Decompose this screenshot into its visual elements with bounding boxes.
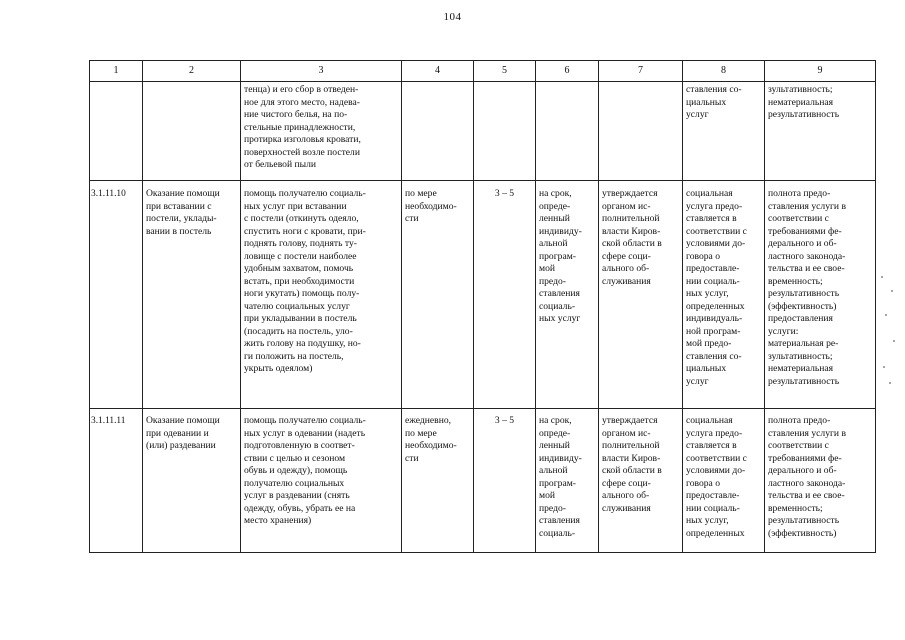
column-header: 6: [536, 61, 599, 82]
service-code-cell: 3.1.11.11: [90, 409, 143, 553]
services-table: [89, 60, 876, 553]
service-description-cell: тенца) и его сбор в отведен- ное для этого место, надева- ние чистого белья, на по- стельные принадлежности, протирка изголовья кровати, поверхностей возле постели от бельевой пыли: [241, 82, 402, 181]
table-row: [90, 181, 876, 409]
tariff-cell: утверждается органом ис- полнительной власти Киров- ской области в сфере соци- ального об- служивания: [599, 181, 683, 409]
duration-cell: 3 – 5: [474, 181, 536, 409]
column-number-row: [90, 61, 876, 82]
column-header: 4: [402, 61, 474, 82]
quality-indicators-cell: полнота предо- ставления услуги в соответствии с требованиями фе- дерального и об- ластного законода- тельства и ее свое- временность; результативность (эффективность) предоставления услуги: материальная ре- зультативность; нематериальная результативность: [765, 181, 876, 409]
column-header: 8: [683, 61, 765, 82]
term-cell: на срок, опреде- ленный индивиду- альной програм- мой предо- ставления социаль- ных услуг: [536, 181, 599, 409]
service-name-cell: [143, 82, 241, 181]
term-cell: [536, 82, 599, 181]
conditions-cell: социальная услуга предо- ставляется в соответствии с условиями до- говора о предоставле- нии социаль- ных услуг, определенных: [683, 409, 765, 553]
duration-cell: [474, 82, 536, 181]
column-header: 7: [599, 61, 683, 82]
frequency-cell: по мере необходимо- сти: [402, 181, 474, 409]
column-header: 5: [474, 61, 536, 82]
table-row: [90, 409, 876, 553]
service-code-cell: 3.1.11.10: [90, 181, 143, 409]
scan-specks: [879, 270, 899, 390]
duration-cell: 3 – 5: [474, 409, 536, 553]
column-header: 3: [241, 61, 402, 82]
column-header: 1: [90, 61, 143, 82]
conditions-cell: ставления со- циальных услуг: [683, 82, 765, 181]
quality-indicators-cell: зультативность; нематериальная результативность: [765, 82, 876, 181]
service-description-cell: помощь получателю социаль- ных услуг при вставании с постели (откинуть одеяло, спустить ноги с кровати, при- поднять голову, поднять ту- ловище с постели наиболее удобным захватом, помочь встать, при необходимости ноги укутать) помощь полу- чателю социальных услуг при укладывании в постель (посадить на постель, уло- жить голову на подушку, но- ги положить на постель, укрыть одеялом): [241, 181, 402, 409]
service-code-cell: [90, 82, 143, 181]
conditions-cell: социальная услуга предо- ставляется в соответствии с условиями до- говора о предоставле- нии социаль- ных услуг, определенных индивидуаль- ной програм- мой предо- ставления со- циальных услуг: [683, 181, 765, 409]
table-row-continuation: [90, 82, 876, 181]
column-header: 9: [765, 61, 876, 82]
service-name-cell: Оказание помощи при вставании с постели, уклады- вании в постель: [143, 181, 241, 409]
service-name-cell: Оказание помощи при одевании и (или) раздевании: [143, 409, 241, 553]
frequency-cell: ежедневно, по мере необходимо- сти: [402, 409, 474, 553]
tariff-cell: утверждается органом ис- полнительной власти Киров- ской области в сфере соци- ального об- служивания: [599, 409, 683, 553]
tariff-cell: [599, 82, 683, 181]
frequency-cell: [402, 82, 474, 181]
column-header: 2: [143, 61, 241, 82]
term-cell: на срок, опреде- ленный индивиду- альной програм- мой предо- ставления социаль-: [536, 409, 599, 553]
service-description-cell: помощь получателю социаль- ных услуг в одевании (надеть подготовленную в соответ- ствии с целью и сезоном обувь и одежду), помощь получателю социальных услуг в раздевании (снять одежду, обувь, убрать ее на место хранения): [241, 409, 402, 553]
page-number: 104: [443, 11, 462, 23]
quality-indicators-cell: полнота предо- ставления услуги в соответствии с требованиями фе- дерального и об- ластного законода- тельства и ее свое- временность; результативность (эффективность): [765, 409, 876, 553]
